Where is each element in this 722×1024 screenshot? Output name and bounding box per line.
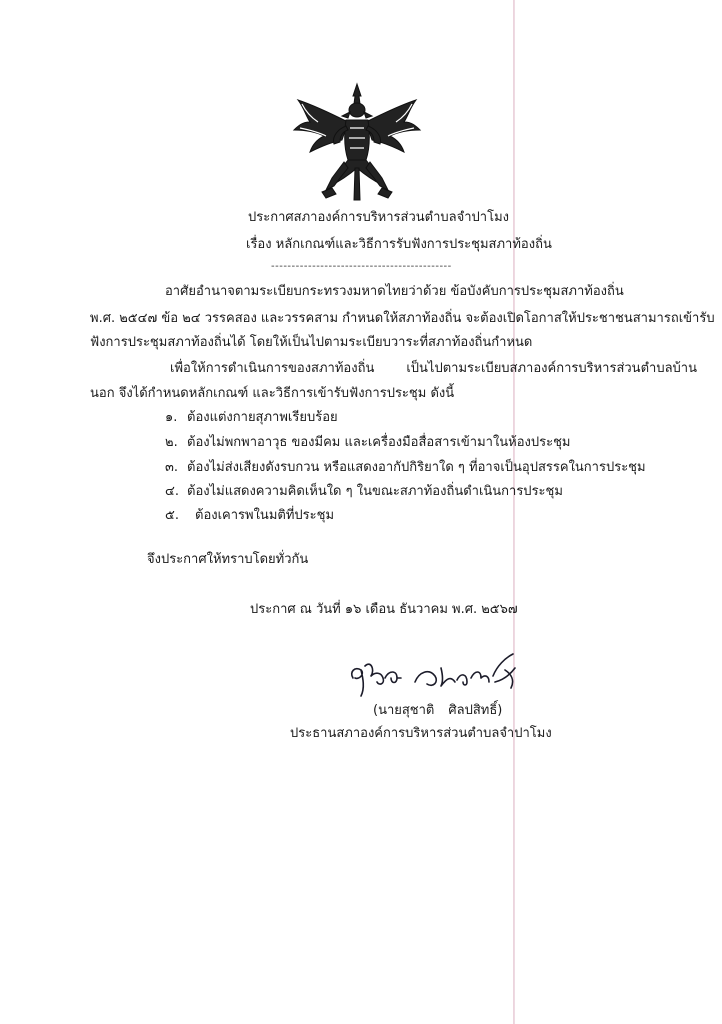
rule-number: ๕.: [165, 508, 179, 523]
paragraph-1-line-3: ฟังการประชุมสภาท้องถิ่นได้ โดยให้เป็นไปตามระเบียบวาระที่สภาท้องถิ่นกำหนด: [90, 335, 533, 350]
handwritten-signature: [345, 648, 535, 700]
scan-fold-line: [513, 0, 515, 1024]
rule-item: [165, 507, 334, 525]
rule-item: [165, 409, 338, 427]
announcement-notice: จึงประกาศให้ทราบโดยทั่วกัน: [147, 552, 309, 567]
document-title: ประกาศสภาองค์การบริหารส่วนตำบลจำปาโมง: [248, 210, 509, 225]
rule-text: ต้องไม่ส่งเสียงดังรบกวน หรือแสดงอากัปกิริยาใด ๆ ที่อาจเป็นอุปสรรคในการประชุม: [187, 460, 646, 475]
paragraph-2-part-b: เป็นไปตามระเบียบสภาองค์การบริหารส่วนตำบลบ้าน: [406, 361, 697, 376]
rule-text: ต้องไม่พกพาอาวุธ ของมีคม และเครื่องมือสื่อสารเข้ามาในห้องประชุม: [187, 435, 571, 450]
rule-number: ๓.: [165, 460, 179, 475]
rule-item: [165, 459, 646, 477]
rule-number: ๑.: [165, 410, 178, 425]
rule-item: [165, 483, 563, 501]
paragraph-2-line-1: [170, 360, 697, 378]
document-subject: เรื่อง หลักเกณฑ์และวิธีการรับฟังการประชุมสภาท้องถิ่น: [246, 237, 552, 252]
signer-name-last: ศิลปสิทธิ์): [448, 703, 503, 718]
rule-item: [165, 434, 571, 452]
signer-name-first: (นายสุชาติ: [373, 703, 435, 718]
title-separator: --------------------------------------------: [271, 261, 452, 272]
announcement-date: ประกาศ ณ วันที่ ๑๖ เดือน ธันวาคม พ.ศ. ๒๕๖๗: [250, 602, 518, 617]
paragraph-2-line-2: นอก จึงได้กำหนดหลักเกณฑ์ และวิธีการเข้ารับฟังการประชุม ดังนี้: [90, 386, 455, 401]
paragraph-1-line-1: อาศัยอำนาจตามระเบียบกระทรวงมหาดไทยว่าด้วย ข้อบังคับการประชุมสภาท้องถิ่น: [165, 284, 624, 299]
rule-number: ๔.: [165, 484, 179, 499]
paragraph-2-part-a: เพื่อให้การดำเนินการของสภาท้องถิ่น: [170, 361, 375, 376]
rule-text: ต้องเคารพในมติที่ประชุม: [195, 508, 335, 523]
rule-text: ต้องไม่แสดงความคิดเห็นใด ๆ ในขณะสภาท้องถิ่นดำเนินการประชุม: [187, 484, 563, 499]
rule-text: ต้องแต่งกายสุภาพเรียบร้อย: [187, 410, 338, 425]
rule-number: ๒.: [165, 435, 178, 450]
signer-name: [373, 702, 502, 720]
signer-position: ประธานสภาองค์การบริหารส่วนตำบลจำปาโมง: [290, 726, 552, 741]
garuda-emblem-icon: [288, 82, 426, 202]
paragraph-1-line-2: พ.ศ. ๒๕๔๗ ข้อ ๒๔ วรรคสอง และวรรคสาม กำหนดให้สภาท้องถิ่น จะต้องเปิดโอกาสให้ประชาชนสามารถเข้ารับ: [90, 311, 715, 326]
